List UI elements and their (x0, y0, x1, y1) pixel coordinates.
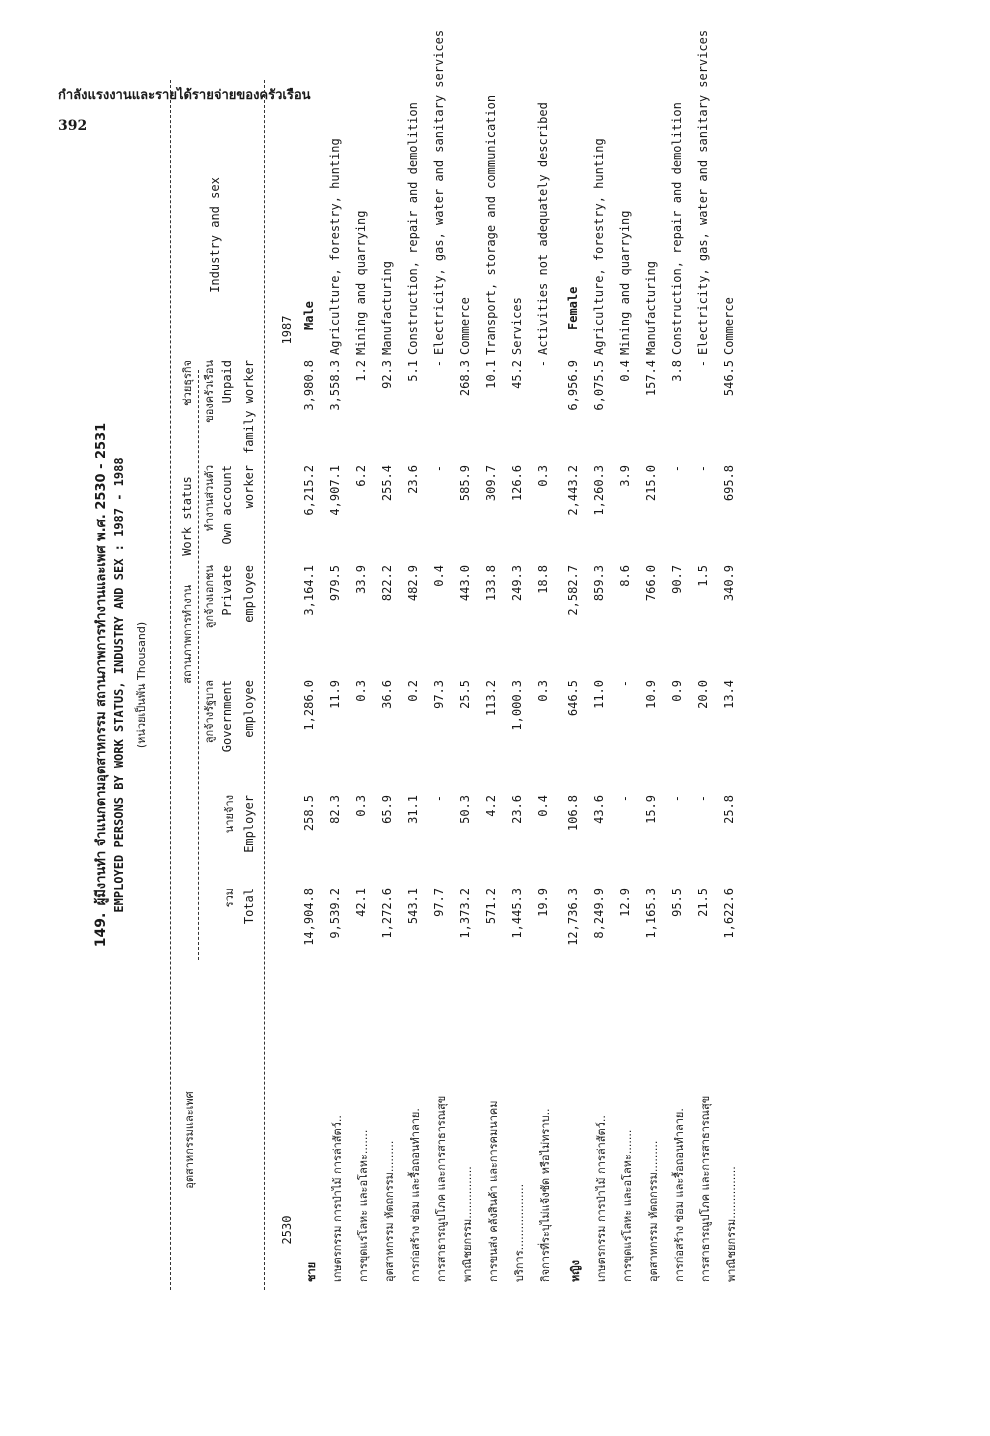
col-private-thai: ลูกจ้างเอกชน (203, 565, 216, 629)
table-row (406, 80, 430, 1290)
col-government-english: Government (220, 680, 234, 753)
cell-own-account: 695.8 (722, 465, 736, 502)
cell-private: 1.5 (696, 565, 710, 587)
cell-government: 20.0 (696, 680, 710, 709)
year-english: 1987 (280, 315, 294, 345)
cell-employer: 31.1 (406, 795, 420, 824)
cell-total: 1,373.2 (458, 888, 472, 939)
table-title-english: EMPLOYED PERSONS BY WORK STATUS, INDUSTRY AND SEX : 1987 - 1988 (112, 457, 126, 913)
cell-government: 0.9 (670, 680, 684, 702)
cell-total: 1,622.6 (722, 888, 736, 939)
group-label-thai: หญิง (569, 1260, 582, 1282)
running-head: กำลังแรงงานและรายได้รายจ่ายของครัวเรือน (58, 88, 311, 103)
cell-private: 33.9 (354, 565, 368, 594)
table-row (592, 80, 616, 1290)
row-label-thai: การก่อสร้าง ซ่อม และรื้อถอนทำลาย. (409, 1108, 422, 1282)
cell-government: 11.0 (592, 680, 606, 709)
row-label-english: Mining and quarrying (354, 210, 368, 355)
row-label-thai: กิจการที่ระบุไม่แจ้งชัด หรือไม่ทราบ.. (539, 1108, 552, 1282)
cell-private: 18.8 (536, 565, 550, 594)
work-status-english: Work status (180, 476, 194, 556)
table-row (670, 80, 694, 1290)
cell-own-account: 2,443.2 (566, 465, 580, 516)
cell-unpaid: - (696, 360, 710, 368)
row-label-english: Mining and quarrying (618, 210, 632, 355)
stub-head-english: Industry and sex (208, 177, 222, 293)
cell-private: 133.8 (484, 565, 498, 602)
cell-total: 12.9 (618, 888, 632, 917)
group-male-total (302, 80, 326, 1290)
cell-total: 9,539.2 (328, 888, 342, 939)
cell-government: 36.6 (380, 680, 394, 709)
row-label-english: Services (510, 297, 524, 355)
row-label-english: Construction, repair and demolition (406, 102, 420, 355)
cell-own-account: 0.3 (536, 465, 550, 487)
cell-unpaid: 10.1 (484, 360, 498, 389)
cell-total: 12,736.3 (566, 888, 580, 946)
cell-private: 822.2 (380, 565, 394, 602)
cell-own-account: 585.9 (458, 465, 472, 502)
col-own-account-english-2: worker (242, 465, 256, 509)
stub-head-thai: อุตสาหกรรมและเพศ (183, 1091, 196, 1189)
cell-own-account: 1,260.3 (592, 465, 606, 516)
year-thai: 2530 (280, 1215, 294, 1245)
cell-own-account: 255.4 (380, 465, 394, 502)
row-label-thai: เกษตรกรรม การป่าไม้ การล่าสัตว์.. (595, 1115, 608, 1282)
row-label-thai: การขนส่ง คลังสินค้า และการคมนาคม (487, 1100, 500, 1282)
table-title-thai: ผู้มีงานทำ จำแนกตามอุตสาหกรรม สถานภาพการทำงานและเพศ พ.ศ. 2530 - 2531 (94, 422, 109, 906)
table-number: 149. (93, 912, 109, 948)
group-label-english: Male (302, 301, 316, 330)
table-row (536, 80, 560, 1290)
cell-government: 0.3 (536, 680, 550, 702)
cell-unpaid: 3,980.8 (302, 360, 316, 411)
cell-total: 571.2 (484, 888, 498, 925)
cell-employer: - (432, 795, 446, 803)
cell-own-account: 6.2 (354, 465, 368, 487)
cell-private: 979.5 (328, 565, 342, 602)
table-row (644, 80, 668, 1290)
row-label-thai: การขุดแร่โลหะ และอโลหะ....... (357, 1129, 370, 1282)
statistical-table (90, 29, 850, 1290)
cell-private: 443.0 (458, 565, 472, 602)
cell-own-account: - (696, 465, 710, 473)
col-government-thai: ลูกจ้างรัฐบาล (203, 680, 216, 744)
cell-unpaid: 546.5 (722, 360, 736, 397)
col-private-english-2: employee (242, 565, 256, 623)
row-label-english: Agriculture, forestry, hunting (328, 138, 342, 355)
cell-private: 2,582.7 (566, 565, 580, 616)
group-label-thai: ชาย (305, 1261, 318, 1282)
row-label-thai: อุตสาหกรรม หัตถกรรม......... (647, 1140, 660, 1282)
cell-government: 25.5 (458, 680, 472, 709)
cell-employer: 82.3 (328, 795, 342, 824)
row-label-english: Commerce (458, 297, 472, 355)
cell-private: 8.6 (618, 565, 632, 587)
cell-unpaid: - (432, 360, 446, 368)
cell-private: 3,164.1 (302, 565, 316, 616)
row-label-english: Agriculture, forestry, hunting (592, 138, 606, 355)
row-label-english: Transport, storage and communication (484, 94, 498, 355)
cell-unpaid: - (536, 360, 550, 368)
cell-private: 859.3 (592, 565, 606, 602)
cell-own-account: - (670, 465, 684, 473)
cell-unpaid: 3,558.3 (328, 360, 342, 411)
cell-government: 1,000.3 (510, 680, 524, 731)
cell-total: 1,272.6 (380, 888, 394, 939)
cell-own-account: 215.0 (644, 465, 658, 502)
cell-government: 97.3 (432, 680, 446, 709)
top-rule (170, 80, 171, 1290)
row-label-thai: เกษตรกรรม การป่าไม้ การล่าสัตว์.. (331, 1115, 344, 1282)
cell-own-account: 126.6 (510, 465, 524, 502)
cell-employer: - (696, 795, 710, 803)
cell-total: 19.9 (536, 888, 550, 917)
cell-total: 543.1 (406, 888, 420, 925)
row-label-english: Manufacturing (644, 261, 658, 355)
cell-own-account: 6,215.2 (302, 465, 316, 516)
row-label-english: Construction, repair and demolition (670, 102, 684, 355)
cell-total: 42.1 (354, 888, 368, 917)
work-status-rule (198, 370, 199, 960)
cell-unpaid: 45.2 (510, 360, 524, 389)
table-unit: (หน่วยเป็นพัน Thousand) (135, 621, 148, 749)
table-row (510, 80, 534, 1290)
cell-employer: 258.5 (302, 795, 316, 832)
cell-total: 1,445.3 (510, 888, 524, 939)
cell-own-account: 309.7 (484, 465, 498, 502)
cell-private: 0.4 (432, 565, 446, 587)
cell-private: 249.3 (510, 565, 524, 602)
cell-unpaid: 0.4 (618, 360, 632, 382)
cell-own-account: 3.9 (618, 465, 632, 487)
cell-employer: 65.9 (380, 795, 394, 824)
cell-employer: 106.8 (566, 795, 580, 832)
table-row (722, 80, 746, 1290)
cell-total: 14,904.8 (302, 888, 316, 946)
cell-own-account: - (432, 465, 446, 473)
col-employer-thai: นายจ้าง (223, 795, 236, 834)
cell-private: 766.0 (644, 565, 658, 602)
col-private-english: Private (220, 565, 234, 616)
cell-employer: 25.8 (722, 795, 736, 824)
cell-unpaid: 6,956.9 (566, 360, 580, 411)
cell-unpaid: 6,075.5 (592, 360, 606, 411)
cell-unpaid: 157.4 (644, 360, 658, 397)
cell-government: 646.5 (566, 680, 580, 717)
cell-government: 0.2 (406, 680, 420, 702)
cell-employer: 0.4 (536, 795, 550, 817)
col-own-account-thai: ทำงานส่วนตัว (203, 465, 216, 532)
row-label-english: Activities not adequately described (536, 102, 550, 355)
table-row (354, 80, 378, 1290)
col-unpaid-english: Unpaid (220, 360, 234, 404)
row-label-thai: พาณิชยกรรม............... (725, 1166, 738, 1282)
cell-total: 97.7 (432, 888, 446, 917)
cell-unpaid: 3.8 (670, 360, 684, 382)
work-status-thai: สถานภาพการทำงาน (181, 584, 194, 684)
cell-government: 1,286.0 (302, 680, 316, 731)
col-unpaid-thai-1: ช่วยธุรกิจ (181, 360, 194, 406)
table-row (458, 80, 482, 1290)
cell-employer: - (618, 795, 632, 803)
cell-total: 1,165.3 (644, 888, 658, 939)
cell-employer: 15.9 (644, 795, 658, 824)
table-row (618, 80, 642, 1290)
cell-employer: 50.3 (458, 795, 472, 824)
row-label-english: Manufacturing (380, 261, 394, 355)
group-label-english: Female (566, 286, 580, 330)
cell-employer: - (670, 795, 684, 803)
cell-government: - (618, 680, 632, 688)
row-label-thai: การสาธารณูปโภค และการสาธารณสุข (435, 1095, 448, 1282)
cell-private: 340.9 (722, 565, 736, 602)
row-label-thai: อุตสาหกรรม หัตถกรรม......... (383, 1140, 396, 1282)
cell-total: 8,249.9 (592, 888, 606, 939)
row-label-thai: การก่อสร้าง ซ่อม และรื้อถอนทำลาย. (673, 1108, 686, 1282)
table-row (328, 80, 352, 1290)
row-label-thai: การขุดแร่โลหะ และอโลหะ....... (621, 1129, 634, 1282)
table-row (484, 80, 508, 1290)
table-row (432, 29, 456, 1290)
col-total-thai: รวม (223, 888, 236, 908)
table-row (696, 29, 720, 1290)
cell-government: 10.9 (644, 680, 658, 709)
page-number: 392 (58, 118, 88, 134)
row-label-thai: บริการ................... (513, 1183, 526, 1282)
col-own-account-english: Own account (220, 465, 234, 545)
col-government-english-2: employee (242, 680, 256, 738)
row-label-thai: พาณิชยกรรม............... (461, 1166, 474, 1282)
cell-total: 95.5 (670, 888, 684, 917)
cell-private: 482.9 (406, 565, 420, 602)
row-label-english: Commerce (722, 297, 736, 355)
cell-unpaid: 92.3 (380, 360, 394, 389)
table-row (380, 80, 404, 1290)
header-rule (264, 80, 265, 1290)
cell-government: 113.2 (484, 680, 498, 717)
cell-employer: 23.6 (510, 795, 524, 824)
cell-own-account: 4,907.1 (328, 465, 342, 516)
cell-employer: 4.2 (484, 795, 498, 817)
col-unpaid-thai-2: ของครัวเรือน (203, 360, 216, 423)
cell-unpaid: 268.3 (458, 360, 472, 397)
col-employer-english: Employer (242, 795, 256, 853)
row-label-english: Electricity, gas, water and sanitary services (696, 29, 710, 355)
cell-employer: 43.6 (592, 795, 606, 824)
group-female-total (566, 80, 590, 1290)
cell-own-account: 23.6 (406, 465, 420, 494)
cell-total: 21.5 (696, 888, 710, 917)
col-unpaid-english-2: family worker (242, 360, 256, 454)
cell-government: 13.4 (722, 680, 736, 709)
cell-employer: 0.3 (354, 795, 368, 817)
cell-unpaid: 1.2 (354, 360, 368, 382)
cell-private: 90.7 (670, 565, 684, 594)
cell-government: 11.9 (328, 680, 342, 709)
cell-unpaid: 5.1 (406, 360, 420, 382)
cell-government: 0.3 (354, 680, 368, 702)
row-label-english: Electricity, gas, water and sanitary services (432, 29, 446, 355)
col-total-english: Total (242, 888, 256, 925)
row-label-thai: การสาธารณูปโภค และการสาธารณสุข (699, 1095, 712, 1282)
